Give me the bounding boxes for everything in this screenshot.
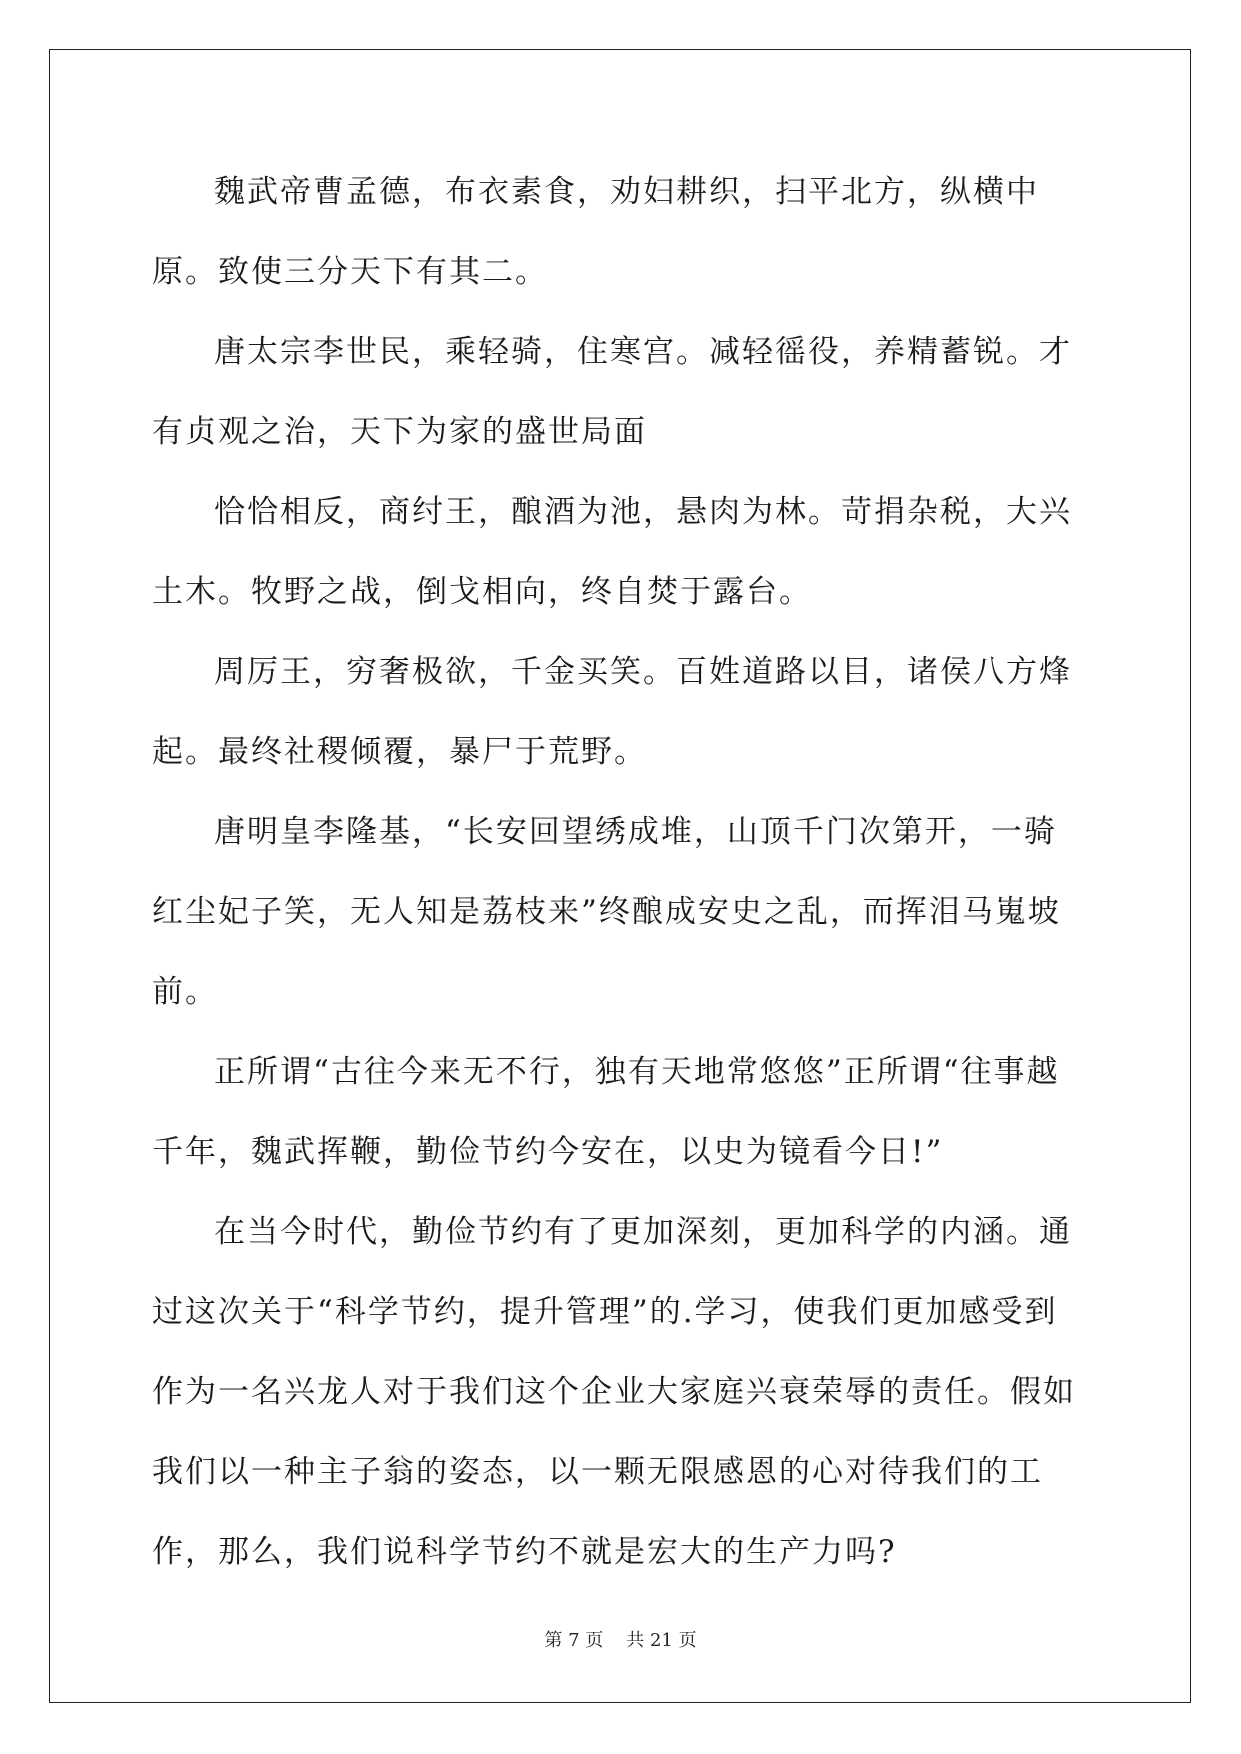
document-body [152,152,1088,1592]
paragraph: 在当今时代，勤俭节约有了更加深刻，更加科学的内涵。通过这次关于“科学节约，提升管理”的.学习，使我们更加感受到作为一名兴龙人对于我们这个企业大家庭兴衰荣辱的责任。假如我们以一种主子翁的姿态，以一颗无限感恩的心对待我们的工作，那么，我们说科学节约不就是宏大的生产力吗? [152,1214,1076,1570]
paragraph: 正所谓“古往今来无不行，独有天地常悠悠”正所谓“往事越千年，魏武挥鞭，勤俭节约今安在，以史为镜看今日!” [152,1054,1060,1170]
paragraph: 恰恰相反，商纣王，酿酒为池，悬肉为林。苛捐杂税，大兴土木。牧野之战，倒戈相向，终自焚于露台。 [152,494,1072,610]
page-number: 第 7 页 [544,1630,604,1651]
page-footer [0,1626,1241,1652]
paragraph: 唐明皇李隆基，“长安回望绣成堆，山顶千门次第开，一骑红尘妃子笑，无人知是荔枝来”终酿成安史之乱，而挥泪马嵬坡前。 [152,814,1061,1010]
paragraph: 周厉王，穷奢极欲，千金买笑。百姓道路以目，诸侯八方烽起。最终社稷倾覆，暴尸于荒野。 [152,654,1072,770]
paragraph: 唐太宗李世民，乘轻骑，住寒宫。减轻徭役，养精蓄锐。才有贞观之治，天下为家的盛世局面 [152,334,1072,450]
paragraph: 魏武帝曹孟德，布衣素食，劝妇耕织，扫平北方，纵横中原。致使三分天下有其二。 [152,174,1039,290]
page-total: 共 21 页 [626,1630,697,1651]
